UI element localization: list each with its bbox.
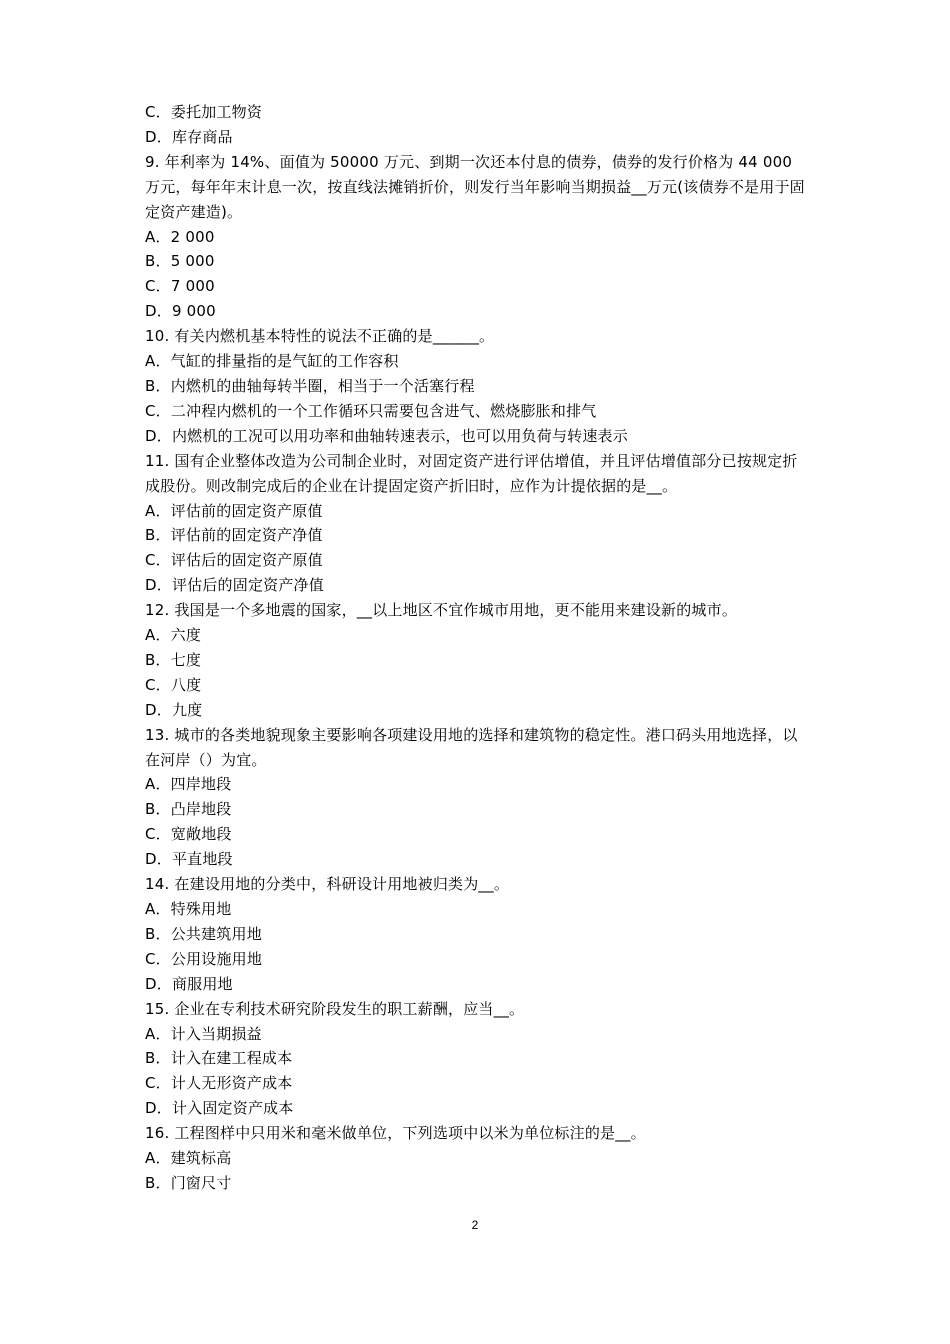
option-line: A．特殊用地 bbox=[145, 900, 232, 918]
option-line: B．门窗尺寸 bbox=[145, 1173, 232, 1192]
option-line: C．宽敞地段 bbox=[145, 825, 232, 844]
option-line: A．2 000 bbox=[145, 227, 215, 246]
option-line: D．九度 bbox=[145, 700, 203, 719]
option-line: B．计入在建工程成本 bbox=[145, 1049, 293, 1068]
question-10: 10. 有关内燃机基本特性的说法不正确的是______。 bbox=[145, 327, 495, 346]
option-line: D．内燃机的工况可以用功率和曲轴转速表示，也可以用负荷与转速表示 bbox=[145, 426, 628, 445]
option-line: C．评估后的固定资产原值 bbox=[145, 551, 323, 570]
option-line: D．计入固定资产成本 bbox=[145, 1099, 294, 1118]
option-line: B．评估前的固定资产净值 bbox=[145, 526, 323, 545]
option-line: B．公共建筑用地 bbox=[145, 924, 262, 943]
option-line: B．凸岸地段 bbox=[145, 800, 232, 819]
page-number: 2 bbox=[471, 1218, 479, 1232]
option-line: A．气缸的排量指的是气缸的工作容积 bbox=[145, 352, 399, 371]
option-line: D．评估后的固定资产净值 bbox=[145, 576, 324, 595]
option-line: C．委托加工物资 bbox=[145, 103, 263, 121]
option-line: A．四岸地段 bbox=[145, 775, 232, 794]
option-line: D．平直地段 bbox=[145, 850, 233, 869]
option-line: D．9 000 bbox=[145, 302, 216, 321]
question-11: 11. 国有企业整体改造为公司制企业时，对固定资产进行评估增值，并且评估增值部分已按规定折成股份。则改制完成后的企业在计提固定资产折旧时，应作为计提依据的是__。 bbox=[145, 451, 798, 495]
option-line: B．七度 bbox=[145, 650, 202, 669]
question-9: 9. 年利率为 14%、面值为 50000 万元、到期一次还本付息的债券，债券的发行价格为 44 000 万元，每年年末计息一次，按直线法摊销折价，则发行当年影响当期损益__万元(该债券不是用于固定资产建造)。 bbox=[145, 152, 805, 221]
option-line: D．库存商品 bbox=[145, 127, 233, 146]
option-line: C．7 000 bbox=[145, 277, 215, 296]
question-16: 16. 工程图样中只用米和毫米做单位，下列选项中以米为单位标注的是__。 bbox=[145, 1124, 646, 1143]
option-line: C．八度 bbox=[145, 675, 202, 694]
option-line: C．计人无形资产成本 bbox=[145, 1074, 293, 1093]
option-line: B．5 000 bbox=[145, 252, 215, 271]
question-13: 13. 城市的各类地貌现象主要影响各项建设用地的选择和建筑物的稳定性。港口码头用地选择，以在河岸（）为宜。 bbox=[145, 725, 798, 769]
option-line: C．二冲程内燃机的一个工作循环只需要包含进气、燃烧膨胀和排气 bbox=[145, 401, 597, 420]
question-15: 15. 企业在专利技术研究阶段发生的职工薪酬，应当__。 bbox=[145, 999, 525, 1018]
option-line: A．建筑标高 bbox=[145, 1149, 232, 1168]
option-line: B．内燃机的曲轴每转半圈，相当于一个活塞行程 bbox=[145, 376, 475, 395]
option-line: C．公用设施用地 bbox=[145, 949, 263, 968]
page-content bbox=[145, 100, 810, 1196]
question-14: 14. 在建设用地的分类中，科研设计用地被归类为__。 bbox=[145, 875, 510, 894]
option-line: A．评估前的固定资产原值 bbox=[145, 501, 323, 520]
option-line: A．六度 bbox=[145, 626, 202, 645]
option-line: D．商服用地 bbox=[145, 974, 233, 993]
option-line: A．计入当期损益 bbox=[145, 1024, 262, 1043]
question-12: 12. 我国是一个多地震的国家，__以上地区不宜作城市用地，更不能用来建设新的城市。 bbox=[145, 601, 738, 620]
